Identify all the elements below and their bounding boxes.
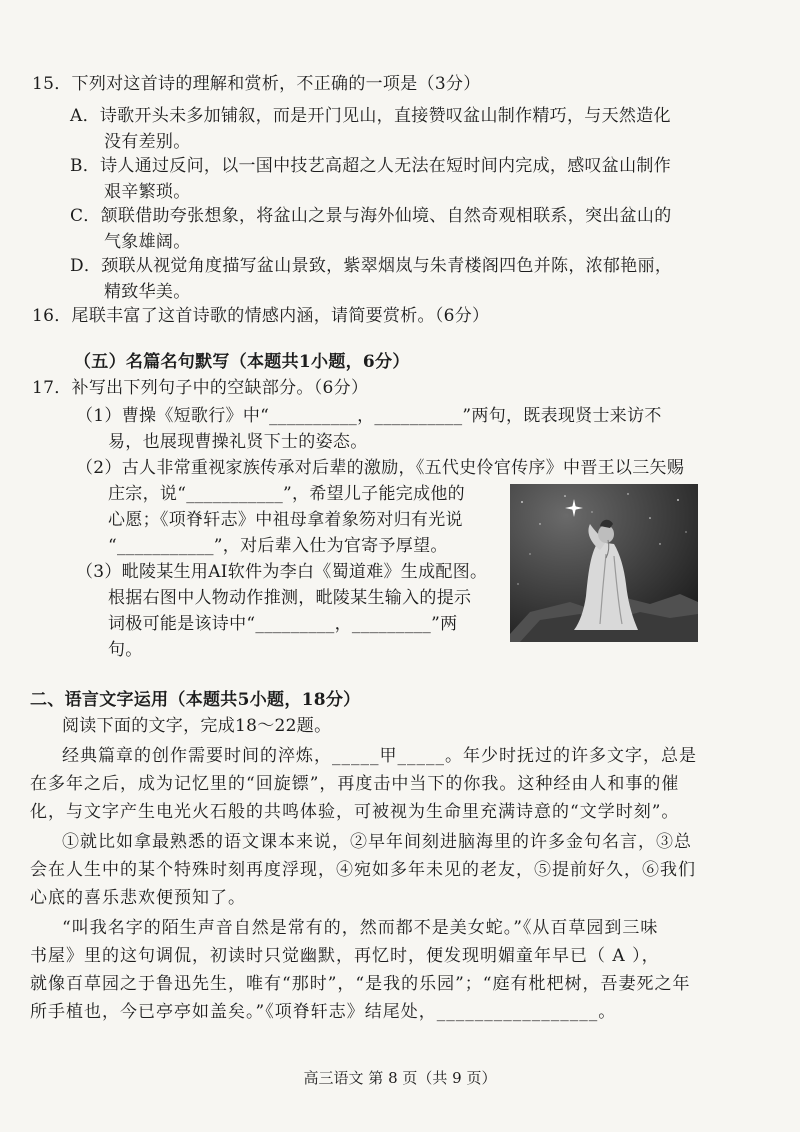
q15-option-b-line1: B．诗人通过反问，以一国中技艺高超之人无法在短时间内完成，感叹盆山制作: [70, 156, 671, 176]
q15-option-a-line1: A．诗歌开头未多加铺叙，而是开门见山，直接赞叹盆山制作精巧，与天然造化: [70, 106, 671, 126]
q15-option-c-line2: 气象雄阔。: [104, 232, 191, 252]
para3-line2: 书屋》里的这句调侃，初读时只觉幽默，再忆时，便发现明媚童年早已（ A ），: [30, 946, 660, 966]
para3-line1: “叫我名字的陌生声音自然是常有的，然而都不是美女蛇。”《从百草园到三味: [62, 918, 659, 938]
q15-option-d-line1: D．颈联从视觉角度描写盆山景致，紫翠烟岚与朱青楼阁四色并陈，浓郁艳丽，: [70, 256, 673, 276]
q15-option-b-line2: 艰辛繁琐。: [104, 182, 191, 202]
q17-part3-line2: 根据右图中人物动作推测，毗陵某生输入的提示: [108, 588, 472, 608]
page-footer: 高三语文 第 8 页（共 9 页）: [303, 1069, 497, 1087]
para1-line1: 经典篇章的创作需要时间的淬炼，_____甲_____。年少时抚过的许多文字，总是: [62, 746, 697, 766]
para1-line2: 在多年之后，成为记忆里的“回旋镖”，再度击中当下的你我。这种经由人和事的催: [30, 774, 680, 794]
q17-part3-line4: 句。: [108, 640, 143, 660]
q17-part2-line2: 庄宗，说“___________”，希望儿子能完成他的: [108, 484, 465, 504]
part2-heading: 二、语言文字运用（本题共5小题，18分）: [30, 690, 361, 710]
q15-option-d-line2: 精致华美。: [104, 282, 191, 302]
section5-heading: （五）名篇名句默写（本题共1小题，6分）: [74, 352, 410, 372]
q17-part2-line1: （2）古人非常重视家族传承对后辈的激励，《五代史伶官传序》中晋王以三矢赐: [76, 458, 685, 478]
part2-intro: 阅读下面的文字，完成18～22题。: [62, 716, 332, 736]
q16-stem: 16．尾联丰富了这首诗歌的情感内涵，请简要赏析。（6分）: [32, 306, 490, 326]
q15-option-a-line2: 没有差别。: [104, 132, 191, 152]
q17-part3-line1: （3）毗陵某生用AI软件为李白《蜀道难》生成配图。: [76, 562, 488, 582]
q17-stem: 17．补写出下列句子中的空缺部分。（6分）: [32, 378, 369, 398]
q17-part2-line3: 心愿；《项脊轩志》中祖母拿着象笏对归有光说: [108, 510, 463, 530]
para1-line3: 化，与文字产生电光火石般的共鸣体验，可被视为生命里充满诗意的“文学时刻”。: [30, 802, 680, 822]
poet-illustration: [510, 484, 698, 642]
para2-line2: 会在人生中的某个特殊时刻再度浮现，④宛如多年未见的老友，⑤提前好久，⑥我们: [30, 860, 696, 880]
q17-part1-line2: 易，也展现曹操礼贤下士的姿态。: [108, 432, 368, 452]
para3-line3: 就像百草园之于鲁迅先生，唯有“那时”，“是我的乐园”；“庭有枇杷树，吾妻死之年: [30, 974, 691, 994]
q15-stem: 15．下列对这首诗的理解和赏析，不正确的一项是（3分）: [32, 74, 481, 94]
para2-line3: 心底的喜乐悲欢便预知了。: [30, 888, 246, 908]
q15-option-c-line1: C．颔联借助夸张想象，将盆山之景与海外仙境、自然奇观相联系，突出盆山的: [70, 206, 672, 226]
q17-part1-line1: （1）曹操《短歌行》中“__________，__________”两句，既表现贤士来访不: [76, 406, 662, 426]
q17-part2-line4: “___________”，对后辈入仕为官寄予厚望。: [108, 536, 448, 556]
q17-part3-line3: 词极可能是该诗中“_________，_________”两: [108, 614, 458, 634]
para2-line1: ①就比如拿最熟悉的语文课本来说，②早年间刻进脑海里的许多金句名言，③总: [62, 832, 692, 852]
para3-line4: 所手植也，今已亭亭如盖矣。”《项脊轩志》结尾处，_________________。: [30, 1002, 617, 1022]
